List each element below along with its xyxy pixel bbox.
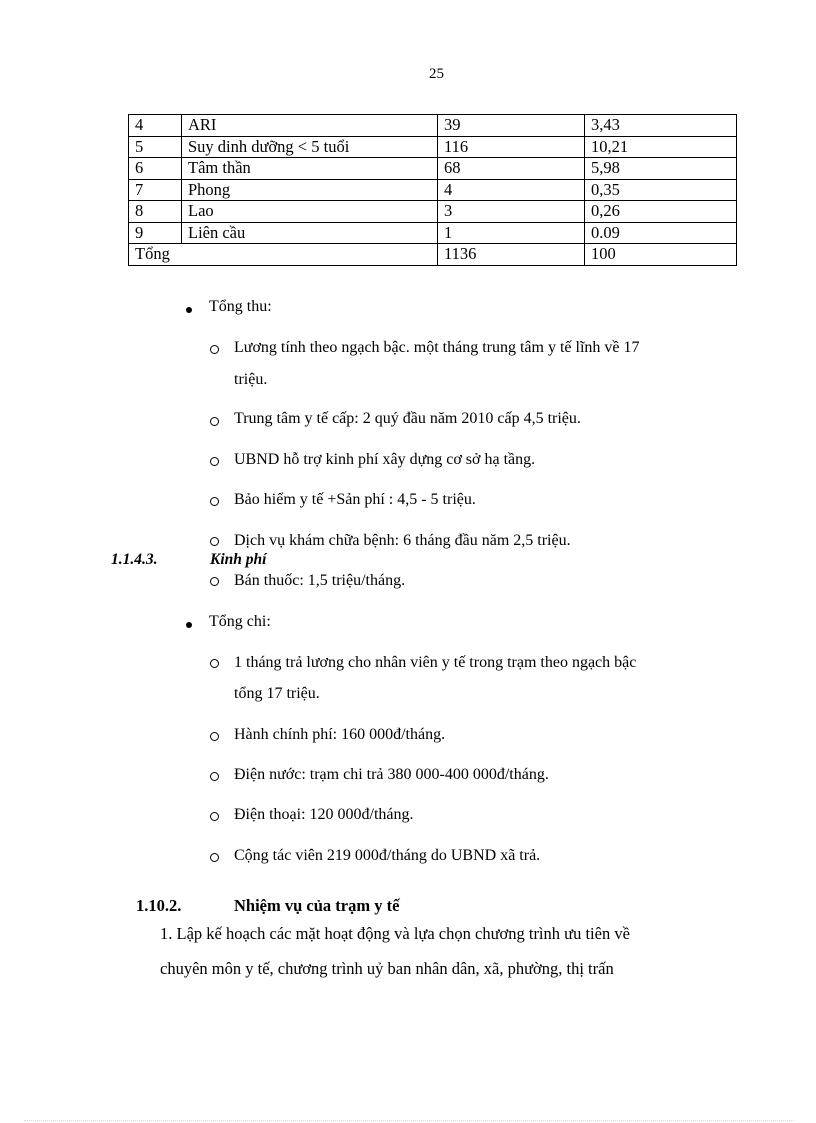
circle-bullet-icon (210, 577, 219, 586)
cell-number: 4 (129, 115, 182, 137)
table-row (129, 222, 737, 244)
table-total-row (129, 244, 737, 266)
expense-item: 1 tháng trả lương cho nhân viên y tế trong trạm theo ngạch bậc (234, 654, 637, 671)
cell-count: 68 (438, 158, 585, 180)
cell-count: 1 (438, 222, 585, 244)
paragraph-line: chuyên môn y tế, chương trình uỷ ban nhân dân, xã, phường, thị trấn (160, 959, 614, 978)
cell-number: 9 (129, 222, 182, 244)
bullet-icon (186, 307, 192, 313)
expense-item: Điện nước: trạm chi trả 380 000-400 000đ/tháng. (234, 766, 549, 783)
cell-name: ARI (182, 115, 438, 137)
section-number: 1.1.4.3. (111, 551, 158, 568)
circle-bullet-icon (210, 497, 219, 506)
circle-bullet-icon (210, 417, 219, 426)
expense-item: Hành chính phí: 160 000đ/tháng. (234, 726, 446, 743)
statistics-table (128, 114, 737, 266)
table-row (129, 179, 737, 201)
cell-count: 4 (438, 179, 585, 201)
circle-bullet-icon (210, 457, 219, 466)
income-item: Trung tâm y tế cấp: 2 quý đầu năm 2010 cấp 4,5 triệu. (234, 410, 581, 427)
table-row (129, 115, 737, 137)
circle-bullet-icon (210, 853, 219, 862)
cell-count: 116 (438, 136, 585, 158)
bullet-icon (186, 622, 192, 628)
total-percent: 100 (585, 244, 737, 266)
cell-percent: 10,21 (585, 136, 737, 158)
income-item: Bán thuốc: 1,5 triệu/tháng. (234, 572, 406, 589)
cell-percent: 0,26 (585, 201, 737, 223)
circle-bullet-icon (210, 812, 219, 821)
circle-bullet-icon (210, 345, 219, 354)
expense-item-continued: tổng 17 triệu. (234, 685, 320, 702)
cell-number: 7 (129, 179, 182, 201)
expense-label: Tổng chi: (209, 613, 271, 630)
section-number: 1.10.2. (136, 896, 182, 915)
circle-bullet-icon (210, 659, 219, 668)
section-title: Kinh phí (210, 551, 267, 568)
income-item-continued: triệu. (234, 371, 268, 388)
income-item: UBND hỗ trợ kinh phí xây dựng cơ sở hạ tầng. (234, 451, 536, 468)
income-item: Bảo hiểm y tế +Sản phí : 4,5 - 5 triệu. (234, 491, 476, 508)
table-row (129, 201, 737, 223)
cell-number: 6 (129, 158, 182, 180)
section-title: Nhiệm vụ của trạm y tế (234, 896, 400, 915)
circle-bullet-icon (210, 772, 219, 781)
income-label: Tổng thu: (209, 298, 272, 315)
cell-name: Phong (182, 179, 438, 201)
cell-name: Lao (182, 201, 438, 223)
cell-percent: 0,35 (585, 179, 737, 201)
cell-percent: 0.09 (585, 222, 737, 244)
cell-percent: 3,43 (585, 115, 737, 137)
income-item: Lương tính theo ngạch bậc. một tháng trung tâm y tế lĩnh về 17 (234, 339, 640, 356)
table-row (129, 136, 737, 158)
circle-bullet-icon (210, 732, 219, 741)
cell-count: 3 (438, 201, 585, 223)
table-row (129, 158, 737, 180)
cell-name: Tâm thần (182, 158, 438, 180)
total-label: Tổng (129, 244, 438, 266)
income-item: Dịch vụ khám chữa bệnh: 6 tháng đầu năm 2,5 triệu. (234, 532, 571, 549)
cell-number: 5 (129, 136, 182, 158)
cell-name: Liên cầu (182, 222, 438, 244)
paragraph-line: 1. Lập kế hoạch các mặt hoạt động và lựa chọn chương trình ưu tiên về (160, 924, 630, 943)
cell-percent: 5,98 (585, 158, 737, 180)
total-count: 1136 (438, 244, 585, 266)
expense-item: Cộng tác viên 219 000đ/tháng do UBND xã trả. (234, 847, 541, 864)
expense-item: Điện thoại: 120 000đ/tháng. (234, 806, 414, 823)
cell-name: Suy dinh dưỡng < 5 tuổi (182, 136, 438, 158)
page-bottom-border (24, 1120, 794, 1121)
cell-number: 8 (129, 201, 182, 223)
circle-bullet-icon (210, 537, 219, 546)
page-number: 25 (429, 66, 444, 82)
cell-count: 39 (438, 115, 585, 137)
